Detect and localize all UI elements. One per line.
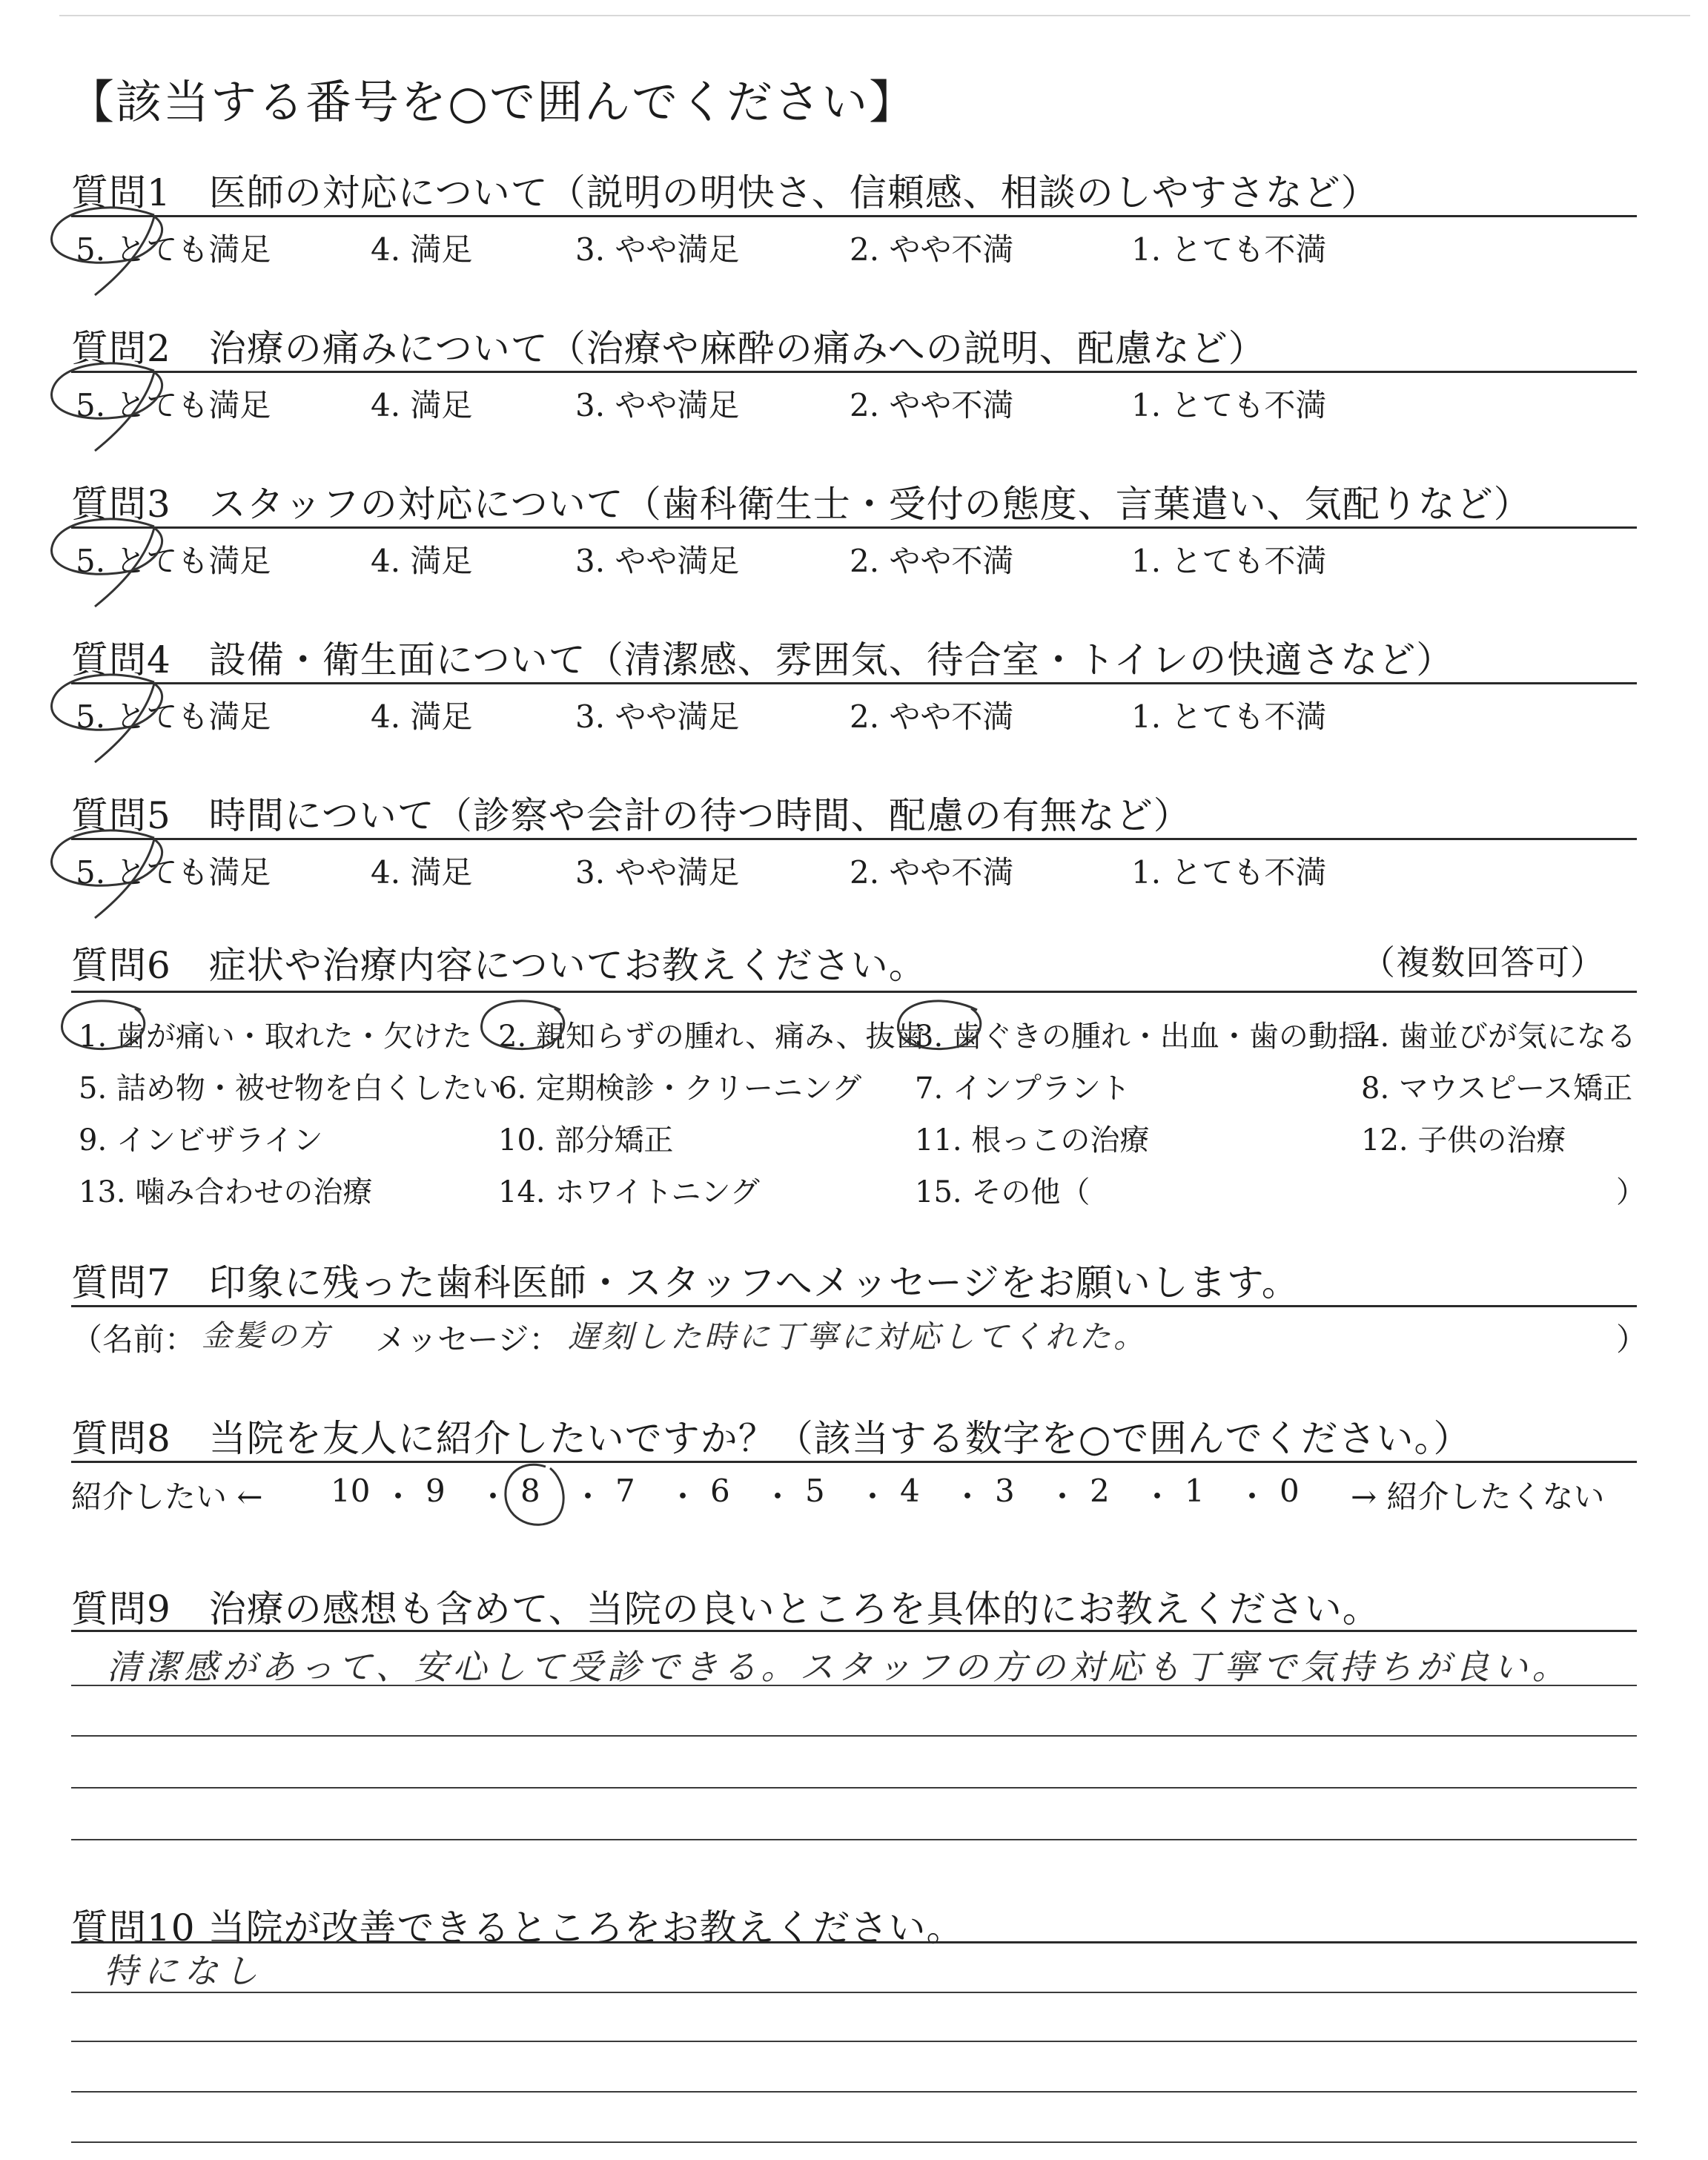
q10-heading: 質問10 当院が改善できるところをお教えください。 bbox=[71, 1906, 964, 1949]
q8-scale-7[interactable]: 7 bbox=[615, 1473, 635, 1509]
q7-message-value[interactable]: 遅刻した時に丁寧に対応してくれた。 bbox=[568, 1318, 1148, 1355]
q6-multiple-note: （複数回答可） bbox=[1361, 942, 1605, 982]
q6-option-6[interactable]: 6. 定期検診・クリーニング bbox=[498, 1071, 862, 1106]
q3-option-2[interactable]: 2. やや不満 bbox=[850, 543, 1014, 579]
q10-rule bbox=[71, 1941, 1637, 1943]
q10-line-3 bbox=[71, 2091, 1637, 2093]
q8-scale-0[interactable]: 0 bbox=[1280, 1473, 1300, 1509]
q10-line-4 bbox=[71, 2141, 1637, 2143]
q8-scale-1[interactable]: 1 bbox=[1185, 1473, 1205, 1509]
q7-message-label: メッセージ： bbox=[375, 1321, 560, 1358]
q8-scale-9[interactable]: 9 bbox=[426, 1473, 446, 1509]
q2-rule bbox=[71, 371, 1637, 373]
q8-rule bbox=[71, 1461, 1637, 1463]
q6-selection-circle-2 bbox=[471, 994, 575, 1075]
q6-option-9[interactable]: 9. インビザライン bbox=[79, 1123, 323, 1157]
q6-rule bbox=[71, 991, 1637, 993]
q8-scale-separator: ・ bbox=[667, 1479, 699, 1515]
q10-line-1 bbox=[71, 1992, 1637, 1993]
q9-answer[interactable]: 清潔感があって、安心して受診できる。スタッフの方の対応も丁寧で気持ちが良い。 bbox=[107, 1647, 1571, 1687]
q8-scale-8[interactable]: 8 bbox=[520, 1473, 540, 1509]
q6-option-2[interactable]: 2. 親知らずの腫れ、痛み、抜歯 bbox=[498, 1020, 925, 1054]
q8-left-label: 紹介したい ← bbox=[71, 1479, 263, 1515]
q6-option-7[interactable]: 7. インプラント bbox=[915, 1071, 1131, 1106]
q3-heading: 質問3 スタッフの対応について（歯科衛生士・受付の態度、言葉遣い、気配りなど） bbox=[71, 483, 1532, 526]
q2-heading: 質問2 治療の痛みについて（治療や麻酔の痛みへの説明、配慮など） bbox=[71, 327, 1266, 370]
q9-rule bbox=[71, 1630, 1637, 1632]
q5-option-2[interactable]: 2. やや不満 bbox=[850, 854, 1014, 891]
q9-line-2 bbox=[71, 1735, 1637, 1737]
q4-option-2[interactable]: 2. やや不満 bbox=[850, 698, 1014, 735]
q1-option-3[interactable]: 3. やや満足 bbox=[575, 231, 740, 268]
q5-option-1[interactable]: 1. とても不満 bbox=[1131, 854, 1327, 891]
q6-selection-circle-3 bbox=[888, 994, 992, 1075]
q9-line-3 bbox=[71, 1787, 1637, 1789]
q4-heading: 質問4 設備・衛生面について（清潔感、雰囲気、待合室・トイレの快適さなど） bbox=[71, 638, 1454, 681]
q8-scale-separator: ・ bbox=[1142, 1479, 1174, 1515]
q4-option-3[interactable]: 3. やや満足 bbox=[575, 698, 740, 735]
q1-option-5[interactable]: 5. とても満足 bbox=[76, 231, 271, 268]
q6-option-14[interactable]: 14. ホワイトニング bbox=[498, 1175, 760, 1209]
q4-selection-circle bbox=[43, 667, 191, 771]
q8-selection-circle bbox=[494, 1458, 575, 1539]
q7-rule bbox=[71, 1305, 1637, 1307]
q4-rule bbox=[71, 682, 1637, 684]
q3-selection-circle bbox=[43, 512, 191, 615]
q8-scale-separator: ・ bbox=[572, 1479, 604, 1515]
q8-scale-4[interactable]: 4 bbox=[900, 1473, 920, 1509]
q5-rule bbox=[71, 838, 1637, 840]
q6-option-8[interactable]: 8. マウスピース矯正 bbox=[1361, 1071, 1633, 1106]
q6-option-12[interactable]: 12. 子供の治療 bbox=[1361, 1123, 1566, 1157]
q1-heading: 質問1 医師の対応について（説明の明快さ、信頼感、相談のしやすさなど） bbox=[71, 171, 1379, 214]
q8-scale-separator: ・ bbox=[477, 1479, 509, 1515]
q9-heading: 質問9 治療の感想も含めて、当院の良いところを具体的にお教えください。 bbox=[71, 1588, 1380, 1631]
q3-option-5[interactable]: 5. とても満足 bbox=[76, 543, 271, 579]
q10-line-2 bbox=[71, 2041, 1637, 2042]
q5-option-5[interactable]: 5. とても満足 bbox=[76, 854, 271, 891]
q7-name-label: （名前： bbox=[71, 1321, 196, 1358]
q3-rule bbox=[71, 526, 1637, 529]
q8-scale-6[interactable]: 6 bbox=[710, 1473, 730, 1509]
q6-option-13[interactable]: 13. 噛み合わせの治療 bbox=[79, 1175, 373, 1209]
q7-heading: 質問7 印象に残った歯科医師・スタッフへメッセージをお願いします。 bbox=[71, 1261, 1300, 1304]
q7-close-paren: ） bbox=[1616, 1321, 1648, 1358]
q9-line-1 bbox=[71, 1685, 1637, 1686]
q2-selection-circle bbox=[43, 356, 191, 460]
q2-option-5[interactable]: 5. とても満足 bbox=[76, 387, 271, 423]
q6-option-5[interactable]: 5. 詰め物・被せ物を白くしたい bbox=[79, 1071, 502, 1106]
q6-selection-circle-1 bbox=[52, 994, 156, 1075]
q8-scale-separator: ・ bbox=[857, 1479, 889, 1515]
q6-heading: 質問6 症状や治療内容についてお教えください。 bbox=[71, 944, 927, 987]
q2-option-2[interactable]: 2. やや不満 bbox=[850, 387, 1014, 423]
q1-rule bbox=[71, 215, 1637, 217]
scan-top-edge bbox=[59, 15, 1690, 16]
page-title: 【該当する番号を○で囲んでください】 bbox=[68, 75, 917, 129]
q5-selection-circle bbox=[43, 823, 191, 927]
q2-option-3[interactable]: 3. やや満足 bbox=[575, 387, 740, 423]
q10-answer[interactable]: 特になし bbox=[104, 1951, 264, 1991]
q6-option-4[interactable]: 4. 歯並びが気になる bbox=[1361, 1020, 1636, 1054]
q8-right-label: → 紹介したくない bbox=[1351, 1479, 1605, 1515]
q1-option-1[interactable]: 1. とても不満 bbox=[1131, 231, 1327, 268]
q3-option-3[interactable]: 3. やや満足 bbox=[575, 543, 740, 579]
q7-name-value[interactable]: 金髪の方 bbox=[202, 1319, 332, 1353]
q1-selection-circle bbox=[43, 200, 191, 304]
q9-line-4 bbox=[71, 1839, 1637, 1840]
q5-heading: 質問5 時間について（診察や会計の待つ時間、配慮の有無など） bbox=[71, 794, 1191, 837]
q5-option-3[interactable]: 3. やや満足 bbox=[575, 854, 740, 891]
q2-option-1[interactable]: 1. とても不満 bbox=[1131, 387, 1327, 423]
q6-option-1[interactable]: 1. 歯が痛い・取れた・欠けた bbox=[79, 1020, 472, 1054]
q1-option-4[interactable]: 4. 満足 bbox=[371, 231, 473, 268]
q5-option-4[interactable]: 4. 満足 bbox=[371, 854, 473, 891]
q4-option-5[interactable]: 5. とても満足 bbox=[76, 698, 271, 735]
q2-option-4[interactable]: 4. 満足 bbox=[371, 387, 473, 423]
q3-option-4[interactable]: 4. 満足 bbox=[371, 543, 473, 579]
q6-option-11[interactable]: 11. 根っこの治療 bbox=[915, 1123, 1150, 1157]
q3-option-1[interactable]: 1. とても不満 bbox=[1131, 543, 1327, 579]
q4-option-1[interactable]: 1. とても不満 bbox=[1131, 698, 1327, 735]
q8-scale-3[interactable]: 3 bbox=[995, 1473, 1015, 1509]
q8-scale-separator: ・ bbox=[952, 1479, 984, 1515]
q8-scale-separator: ・ bbox=[1237, 1479, 1268, 1515]
q6-option-3[interactable]: 3. 歯ぐきの腫れ・出血・歯の動揺 bbox=[915, 1020, 1368, 1054]
q6-other-close-paren: ） bbox=[1616, 1175, 1646, 1209]
q8-scale-2[interactable]: 2 bbox=[1090, 1473, 1110, 1509]
q8-scale-5[interactable]: 5 bbox=[805, 1473, 825, 1509]
q6-option-10[interactable]: 10. 部分矯正 bbox=[498, 1123, 674, 1157]
q8-scale-separator: ・ bbox=[762, 1479, 794, 1515]
q8-scale-10[interactable]: 10 bbox=[331, 1473, 371, 1509]
q8-scale-separator: ・ bbox=[383, 1479, 414, 1515]
q1-option-2[interactable]: 2. やや不満 bbox=[850, 231, 1014, 268]
q8-heading: 質問8 当院を友人に紹介したいですか？（該当する数字を○で囲んでください。） bbox=[71, 1417, 1472, 1460]
q6-option-15[interactable]: 15. その他（ bbox=[915, 1175, 1090, 1209]
q8-scale-separator: ・ bbox=[1047, 1479, 1079, 1515]
q4-option-4[interactable]: 4. 満足 bbox=[371, 698, 473, 735]
